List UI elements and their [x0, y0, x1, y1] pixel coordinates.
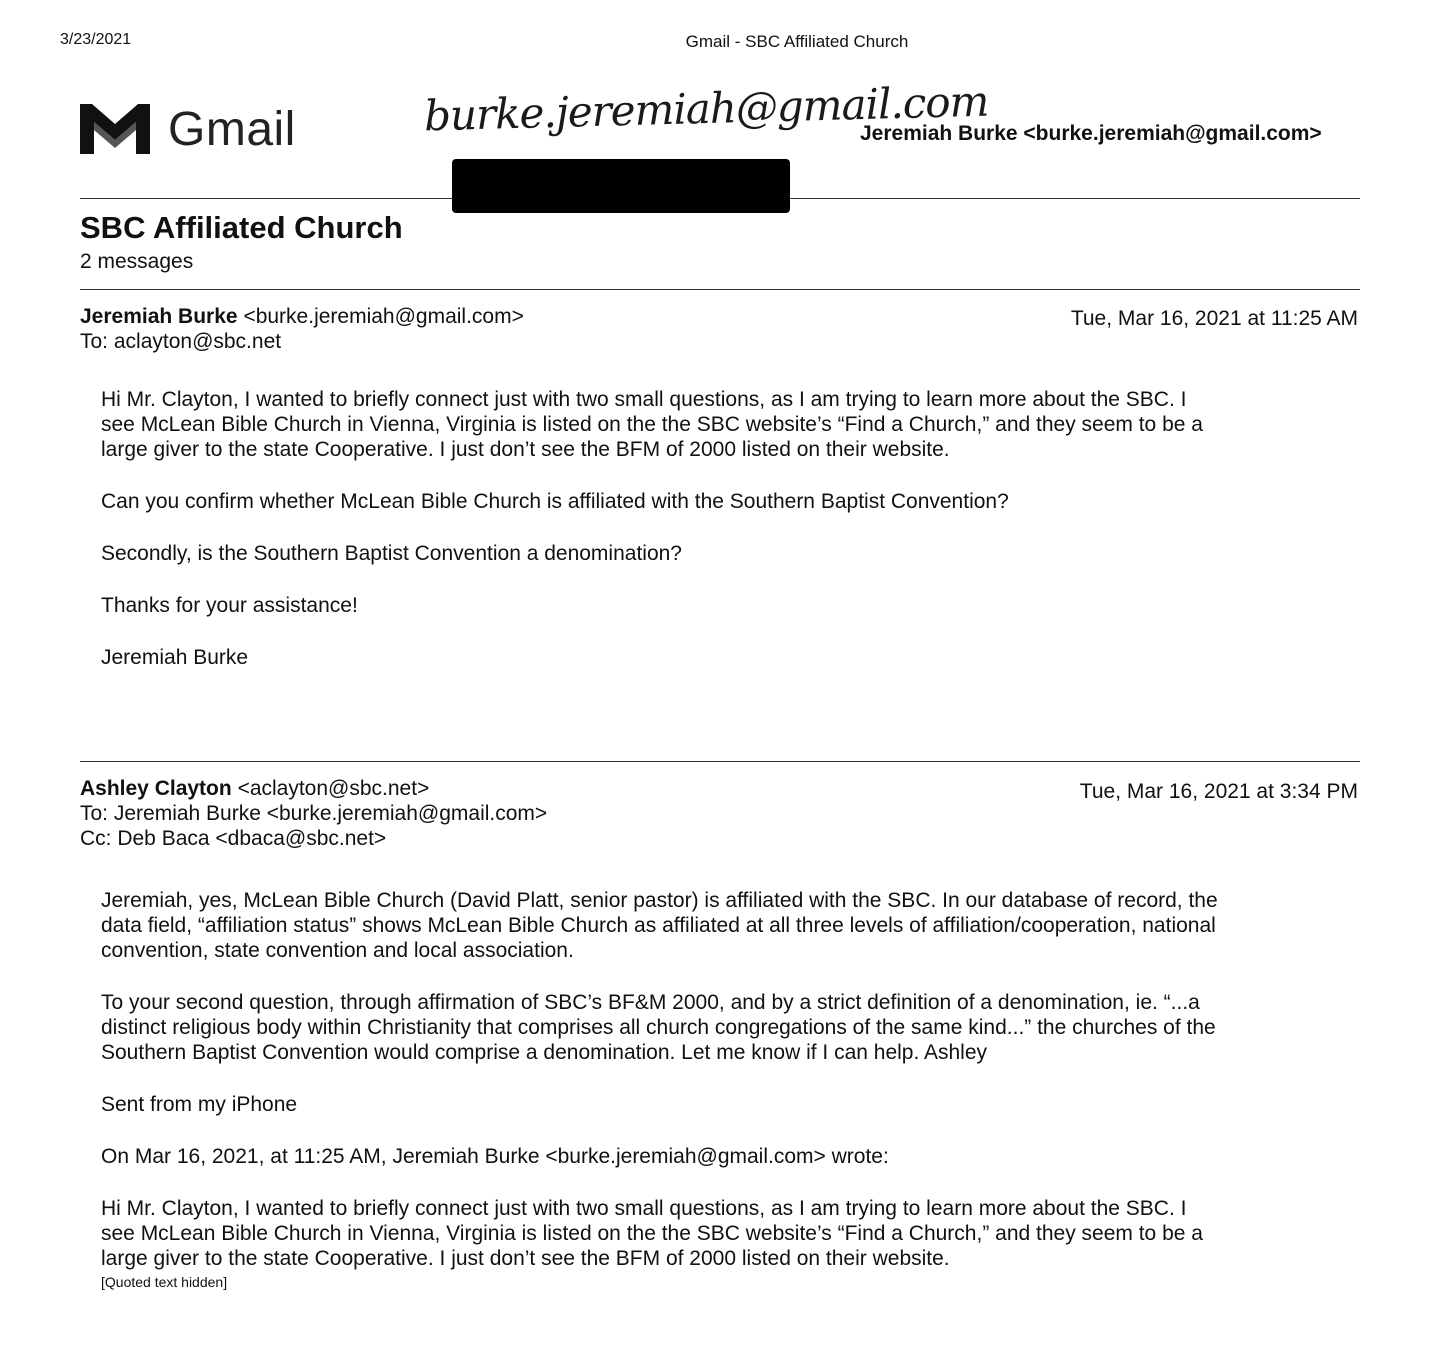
sender-line [80, 304, 980, 329]
body-line: see McLean Bible Church in Vienna, Virginia is listed on the the SBC website’s “Find a Church,” and they seem to be a [101, 1222, 1203, 1245]
recipient-line: To: Jeremiah Burke <burke.jeremiah@gmail.com> [80, 802, 548, 825]
body-paragraph [101, 990, 1361, 1065]
message-body [101, 888, 1361, 1290]
body-paragraph [101, 1092, 1361, 1117]
body-line: To your second question, through affirmation of SBC’s BF&M 2000, and by a strict definition of a denomination, ie. “...a [101, 991, 1200, 1014]
sender-email: <aclayton@sbc.net> [237, 777, 430, 800]
redaction-box [452, 159, 790, 213]
print-date: 3/23/2021 [60, 31, 132, 48]
body-line: Thanks for your assistance! [101, 594, 358, 617]
handwritten-note: burke.jeremiah@gmail.com [423, 76, 989, 141]
message-count: 2 messages [80, 250, 194, 273]
account-identity: Jeremiah Burke <burke.jeremiah@gmail.com> [860, 122, 1322, 145]
body-line: large giver to the state Cooperative. I just don’t see the BFM of 2000 listed on their website. [101, 1247, 950, 1270]
message-date: Tue, Mar 16, 2021 at 3:34 PM [1079, 780, 1358, 803]
gmail-wordmark: Gmail [168, 103, 296, 156]
body-line: large giver to the state Cooperative. I just don’t see the BFM of 2000 listed on their website. [101, 438, 950, 461]
signature [101, 645, 1361, 670]
sender-email: <burke.jeremiah@gmail.com> [243, 305, 524, 328]
body-line: Sent from my iPhone [101, 1093, 298, 1116]
body-paragraph [101, 541, 1361, 566]
quote-intro [101, 1144, 1361, 1169]
gmail-m-logo-icon [78, 100, 152, 159]
body-line: Can you confirm whether McLean Bible Church is affiliated with the Southern Baptist Convention? [101, 490, 1009, 513]
quoted-paragraph [101, 1196, 1361, 1271]
body-line: distinct religious body within Christianity that comprises all church congregations of the same kind...” the churches of the [101, 1016, 1216, 1039]
thread-subject: SBC Affiliated Church [80, 210, 403, 245]
message-body [101, 387, 1361, 697]
body-line: data field, “affiliation status” shows McLean Bible Church as affiliated at all three levels of affiliation/cooperation, national [101, 914, 1216, 937]
subject-divider [80, 289, 1360, 290]
body-line: Southern Baptist Convention would comprise a denomination. Let me know if I can help. Ashley [101, 1041, 988, 1064]
body-line: Hi Mr. Clayton, I wanted to briefly connect just with two small questions, as I am trying to learn more about the SBC. I [101, 388, 1187, 411]
body-line: Jeremiah Burke [101, 646, 249, 669]
body-paragraph [101, 593, 1361, 618]
body-line: Jeremiah, yes, McLean Bible Church (David Platt, senior pastor) is affiliated with the SBC. In our database of record, the [101, 889, 1218, 912]
recipient-line: To: aclayton@sbc.net [80, 330, 282, 353]
body-line: see McLean Bible Church in Vienna, Virginia is listed on the the SBC website’s “Find a Church,” and they seem to be a [101, 413, 1203, 436]
quoted-text-hidden-link[interactable]: [Quoted text hidden] [101, 1274, 228, 1290]
message-header [80, 304, 980, 354]
body-line: Secondly, is the Southern Baptist Convention a denomination? [101, 542, 682, 565]
body-line: Hi Mr. Clayton, I wanted to briefly connect just with two small questions, as I am trying to learn more about the SBC. I [101, 1197, 1187, 1220]
sender-name: Jeremiah Burke [80, 305, 238, 328]
body-paragraph [101, 888, 1361, 963]
gmail-logo [78, 100, 296, 159]
cc-line: Cc: Deb Baca <dbaca@sbc.net> [80, 827, 387, 850]
message-date: Tue, Mar 16, 2021 at 11:25 AM [1070, 307, 1358, 330]
message-header [80, 776, 980, 851]
sender-line [80, 776, 980, 801]
sender-name: Ashley Clayton [80, 777, 232, 800]
body-line: On Mar 16, 2021, at 11:25 AM, Jeremiah Burke <burke.jeremiah@gmail.com> wrote: [101, 1145, 889, 1168]
body-paragraph [101, 387, 1361, 462]
body-line: convention, state convention and local association. [101, 939, 574, 962]
message-divider [80, 761, 1360, 762]
print-title: Gmail - SBC Affiliated Church [685, 32, 909, 51]
body-paragraph [101, 489, 1361, 514]
